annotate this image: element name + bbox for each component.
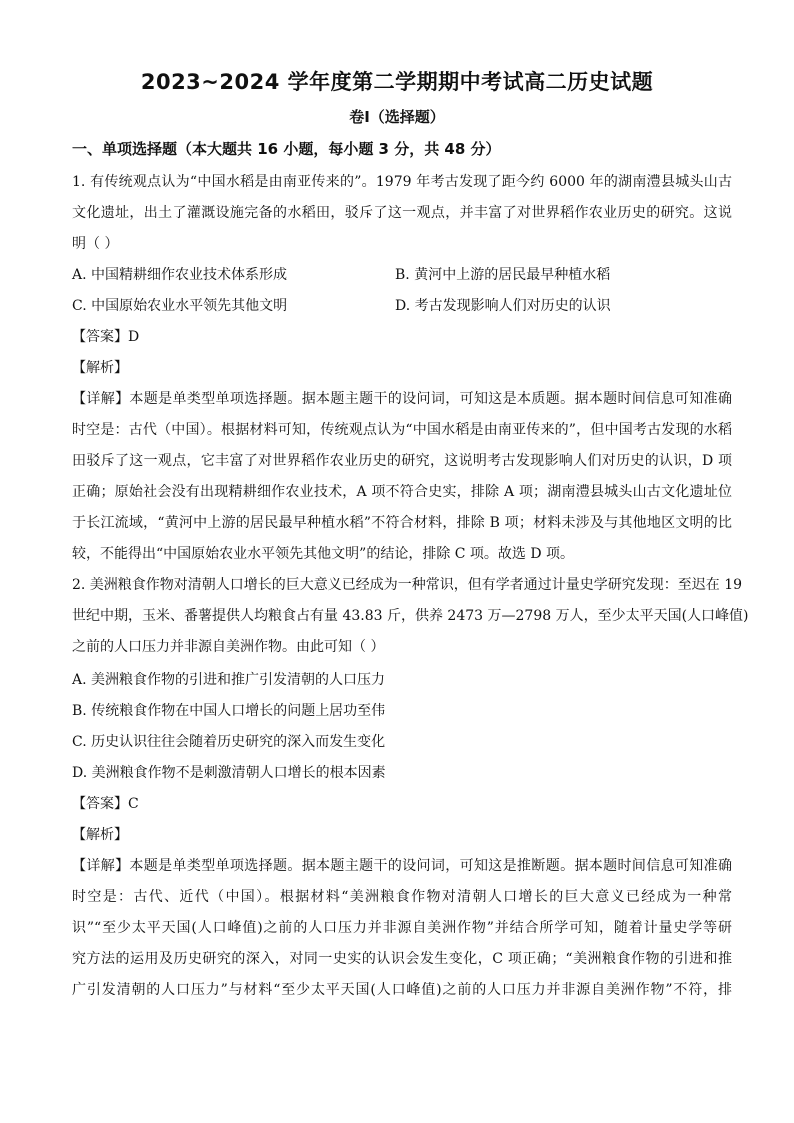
section-heading: 一、单项选择题（本大题共 16 小题，每小题 3 分，共 48 分） — [72, 140, 501, 158]
q2-stem-line: 之前的人口压力并非源自美洲作物。由此可知（ ） — [72, 639, 385, 655]
q1-option-a: A. 中国精耕细作农业技术体系形成 — [72, 267, 288, 283]
q2-option-d: D. 美洲粮食作物不是刺激清朝人口增长的根本因素 — [72, 765, 386, 781]
q2-stem-line: 2. 美洲粮食作物对清朝人口增长的巨大意义已经成为一种常识，但有学者通过计量史学研究发现：至迟在 19 — [72, 577, 743, 593]
q2-detail-line: 时空是：古代、近代（中国）。根据材料“美洲粮食作物对清朝人口增长的巨大意义已经成为一种常 — [72, 889, 732, 905]
q2-detail-line: 广引发清朝的人口压力”与材料“至少太平天国(人口峰值)之前的人口压力并非源自美洲作物”不符，排 — [72, 982, 732, 998]
q1-stem-line: 文化遗址，出土了灌溉设施完备的水稻田，驳斥了这一观点，并丰富了对世界稻作农业历史的研究。这说 — [72, 205, 732, 221]
q1-detail-line: 田驳斥了这一观点，它丰富了对世界稻作农业历史的研究，这说明考古发现影响人们对历史的认识，D 项 — [72, 453, 732, 469]
q2-option-a: A. 美洲粮食作物的引进和推广引发清朝的人口压力 — [72, 672, 386, 688]
q2-detail-line: 识”“至少太平天国(人口峰值)之前的人口压力并非源自美洲作物”并结合所学可知，随着计量史学等研 — [72, 920, 732, 936]
q1-stem-line: 1. 有传统观点认为“中国水稻是由南亚传来的”。1979 年考古发现了距今约 6000 年的湖南澧县城头山古 — [72, 174, 732, 190]
q1-stem-line: 明（ ） — [72, 236, 119, 252]
q1-option-d: D. 考古发现影响人们对历史的认识 — [395, 298, 611, 314]
q1-option-c: C. 中国原始农业水平领先其他文明 — [72, 298, 288, 314]
q2-answer: 【答案】C — [72, 796, 139, 812]
q1-detail-line: 正确；原始社会没有出现精耕细作农业技术，A 项不符合史实，排除 A 项；湖南澧县城头山古文化遗址位 — [72, 484, 732, 500]
q1-detail-line: 于长江流域，“黄河中上游的居民最早种植水稻”不符合材料，排除 B 项；材料未涉及与其他地区文明的比 — [72, 515, 732, 531]
q2-detail-line: 【详解】本题是单类型单项选择题。据本题主题干的设问词，可知这是推断题。据本题时间信息可知准确 — [72, 858, 732, 874]
q1-option-b: B. 黄河中上游的居民最早种植水稻 — [395, 267, 611, 283]
q2-option-b: B. 传统粮食作物在中国人口增长的问题上居功至伟 — [72, 703, 386, 719]
exam-subtitle: 卷Ⅰ（选择题） — [349, 108, 445, 126]
q2-option-c: C. 历史认识往往会随着历史研究的深入而发生变化 — [72, 734, 386, 750]
exam-title: 2023~2024 学年度第二学期期中考试高二历史试题 — [140, 70, 654, 94]
q2-analysis-label: 【解析】 — [72, 827, 128, 843]
q1-detail-line: 【详解】本题是单类型单项选择题。据本题主题干的设问词，可知这是本质题。据本题时间信息可知准确 — [72, 391, 732, 407]
q1-detail-line: 较，不能得出“中国原始农业水平领先其他文明”的结论，排除 C 项。故选 D 项。 — [72, 546, 575, 562]
q1-detail-line: 时空是：古代（中国）。根据材料可知，传统观点认为“中国水稻是由南亚传来的”，但中国考古发现的水稻 — [72, 422, 732, 438]
q2-detail-line: 究方法的运用及历史研究的深入，对同一史实的认识会发生变化，C 项正确；“美洲粮食作物的引进和推 — [72, 951, 732, 967]
q2-stem-line: 世纪中期，玉米、番薯提供人均粮食占有量 43.83 斤，供养 2473 万—2798 万人，至少太平天国(人口峰值) — [72, 608, 749, 624]
q1-analysis-label: 【解析】 — [72, 360, 128, 376]
q1-answer: 【答案】D — [72, 329, 140, 345]
